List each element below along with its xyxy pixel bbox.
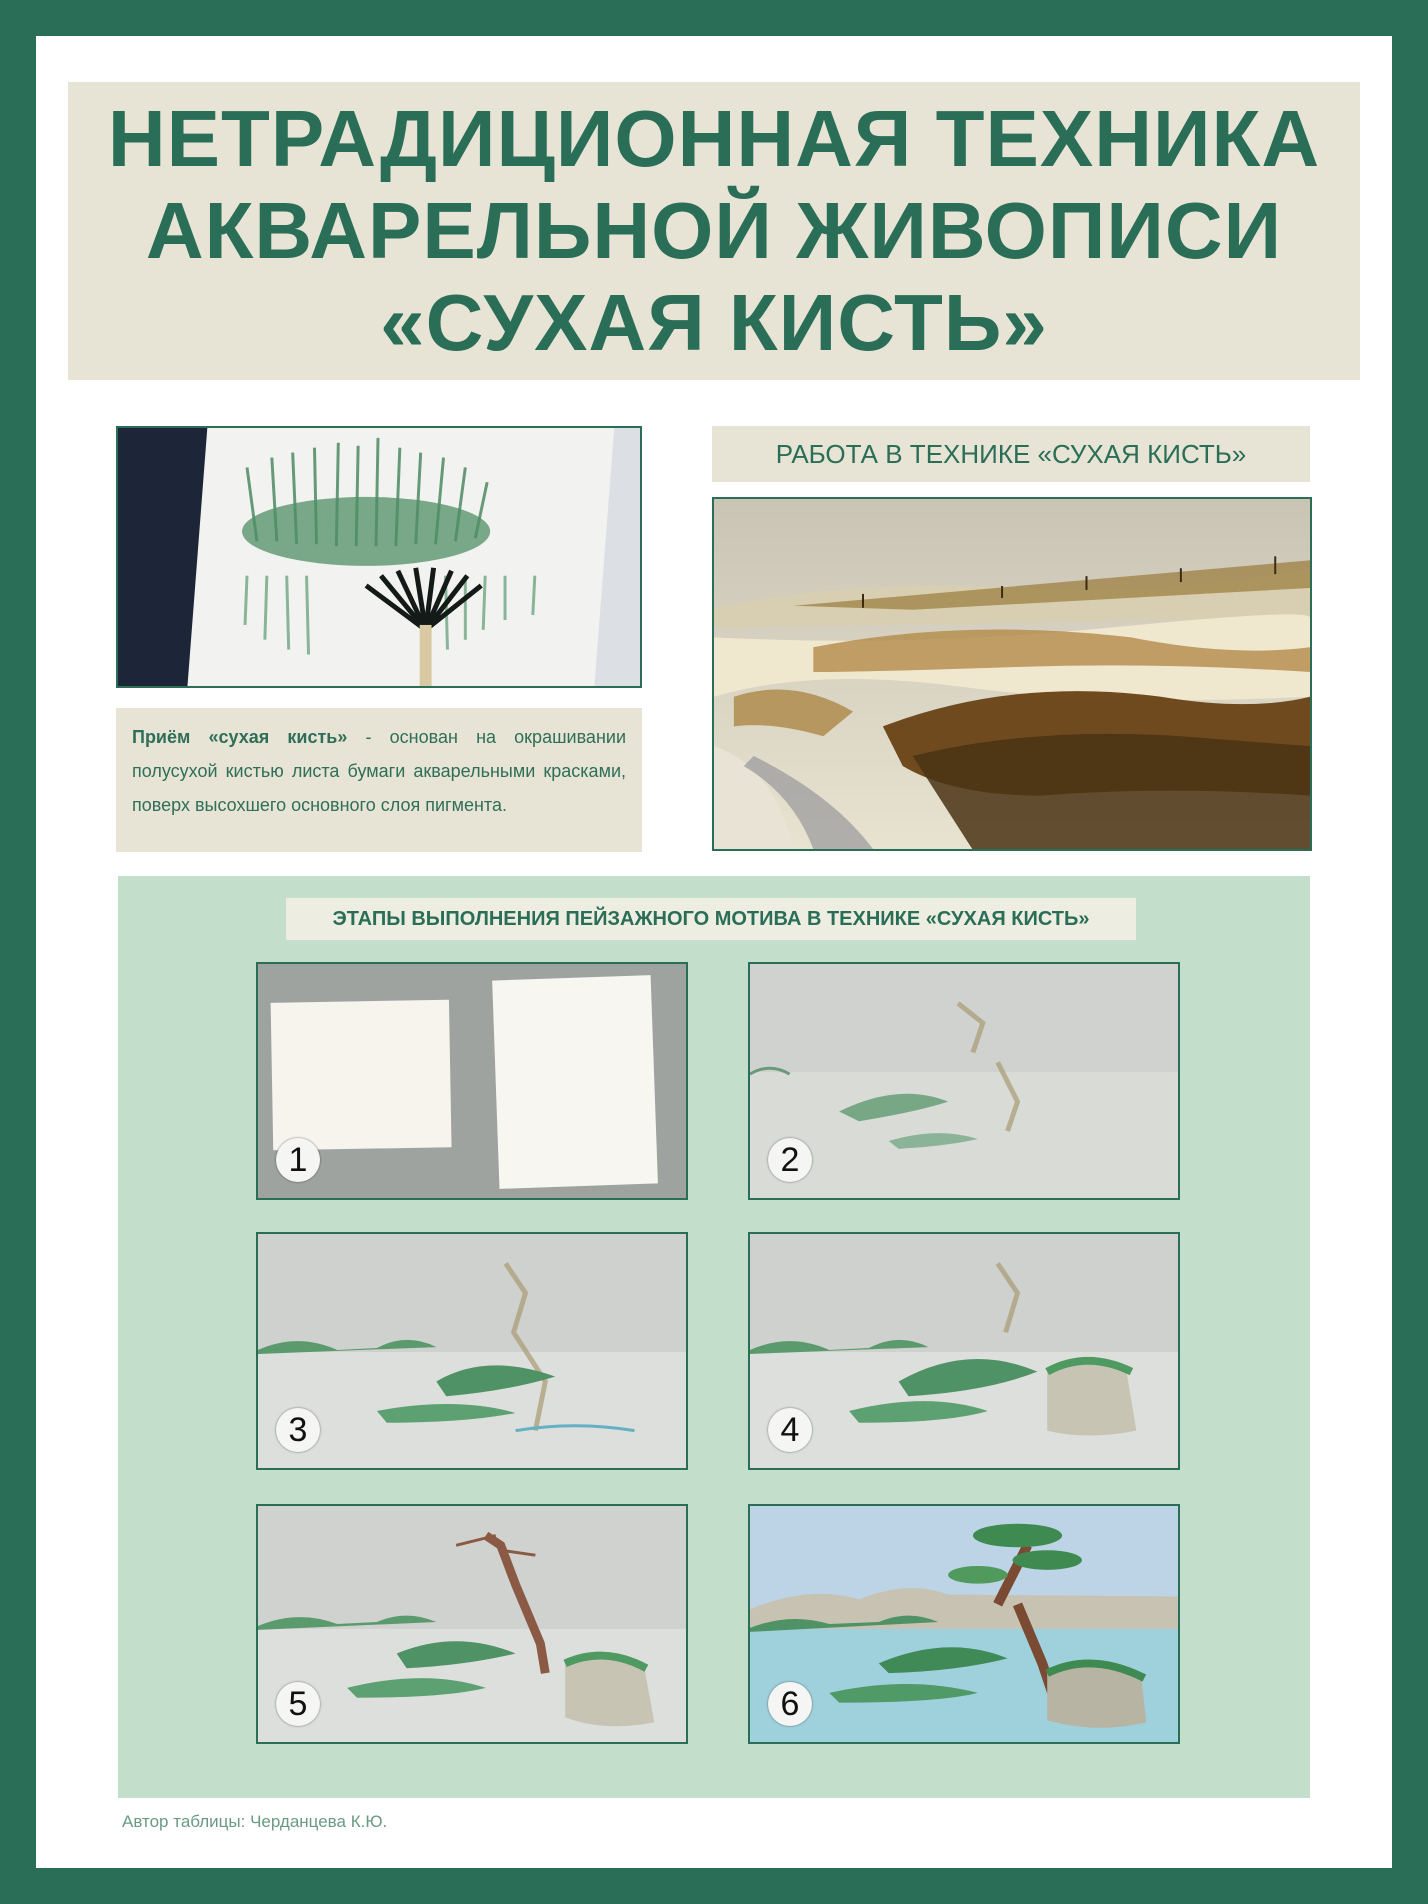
title-banner	[68, 82, 1360, 380]
stage-3-photo	[256, 1232, 688, 1470]
stage-number: 4	[768, 1408, 812, 1452]
work-example-label: РАБОТА В ТЕХНИКЕ «СУХАЯ КИСТЬ»	[712, 426, 1310, 482]
fan-brush-photo	[116, 426, 642, 688]
stage-6-photo	[748, 1504, 1180, 1744]
stages-panel	[118, 876, 1310, 1798]
title-line-3: «СУХАЯ КИСТЬ»	[380, 278, 1048, 367]
author-credit: Автор таблицы: Черданцева К.Ю.	[122, 1812, 388, 1831]
technique-description	[116, 708, 642, 852]
stages-label: ЭТАПЫ ВЫПОЛНЕНИЯ ПЕЙЗАЖНОГО МОТИВА В ТЕХНИКЕ «СУХАЯ КИСТЬ»	[286, 898, 1136, 940]
stage-4-photo	[748, 1232, 1180, 1470]
stage-1-photo	[256, 962, 688, 1200]
title-line-2: АКВАРЕЛЬНОЙ ЖИВОПИСИ	[145, 186, 1283, 275]
poster-sheet	[36, 36, 1392, 1868]
stage-5-photo	[256, 1504, 688, 1744]
technique-term: Приём «сухая кисть»	[132, 727, 348, 747]
stage-number: 1	[276, 1138, 320, 1182]
title-line-1: НЕТРАДИЦИОННАЯ ТЕХНИКА	[107, 94, 1321, 183]
stage-number: 5	[276, 1682, 320, 1726]
dry-brush-landscape-photo	[712, 497, 1312, 851]
stage-number: 6	[768, 1682, 812, 1726]
technique-text: - основан на окрашивании полусухой кистью листа бумаги акварельными красками, поверх высохшего основного слоя пигмента.	[132, 727, 626, 815]
stage-number: 2	[768, 1138, 812, 1182]
stage-number: 3	[276, 1408, 320, 1452]
stage-2-photo	[748, 962, 1180, 1200]
